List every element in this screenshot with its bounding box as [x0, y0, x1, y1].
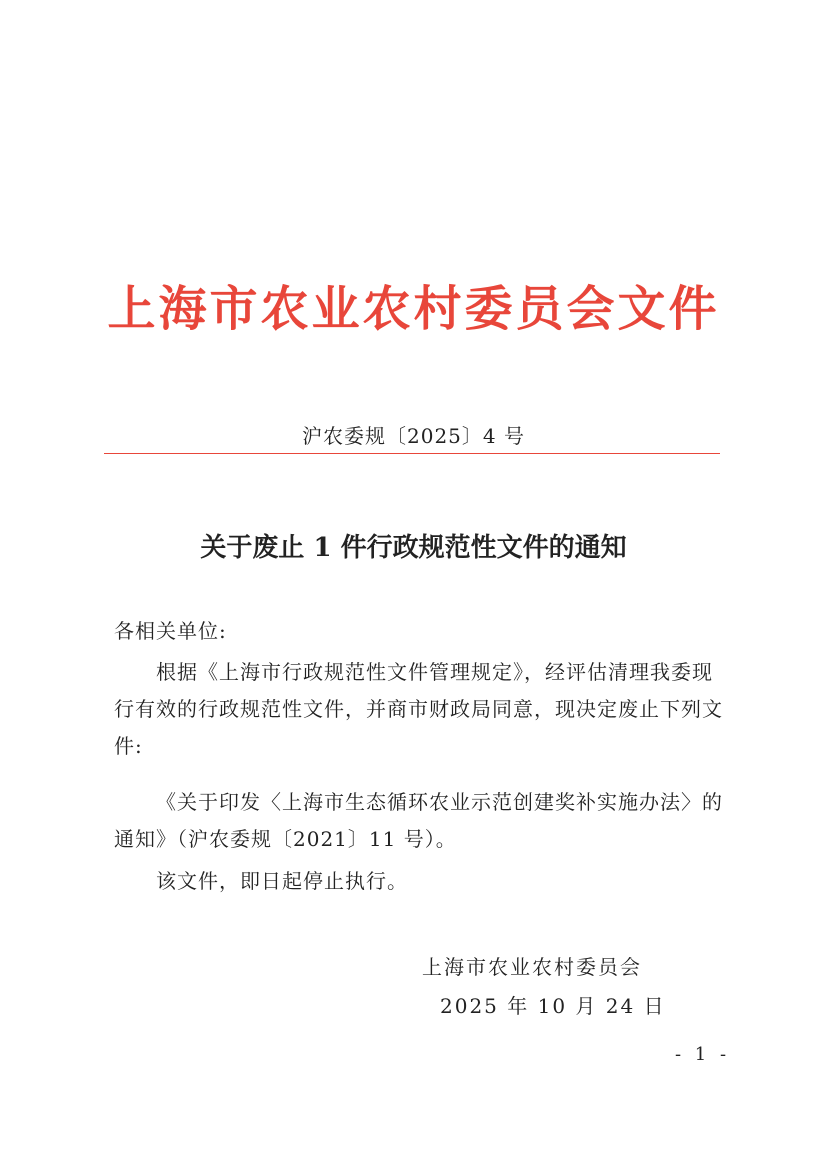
- signature-date: 2025 年 10 月 24 日: [440, 994, 666, 1018]
- notice-title: 关于废止 1 件行政规范性文件的通知: [200, 533, 627, 563]
- body-paragraph-2: 《关于印发〈上海市生态循环农业示范创建奖补实施办法〉的通知》（沪农委规〔2021〕11 号）。: [114, 790, 723, 851]
- header-divider: [104, 453, 720, 454]
- signature-organization: 上海市农业农村委员会: [422, 955, 642, 979]
- document-number: 沪农委规〔2025〕4 号: [302, 424, 525, 448]
- salutation: 各相关单位:: [114, 619, 227, 643]
- body-paragraph-1: 根据《上海市行政规范性文件管理规定》，经评估清理我委现行有效的行政规范性文件，并商市财政局同意，现决定废止下列文件:: [114, 660, 723, 758]
- page-number: - 1 -: [675, 1044, 731, 1065]
- document-header-title: 上海市农业农村委员会文件: [107, 281, 720, 337]
- body-paragraph-3: 该文件，即日起停止执行。: [156, 869, 408, 893]
